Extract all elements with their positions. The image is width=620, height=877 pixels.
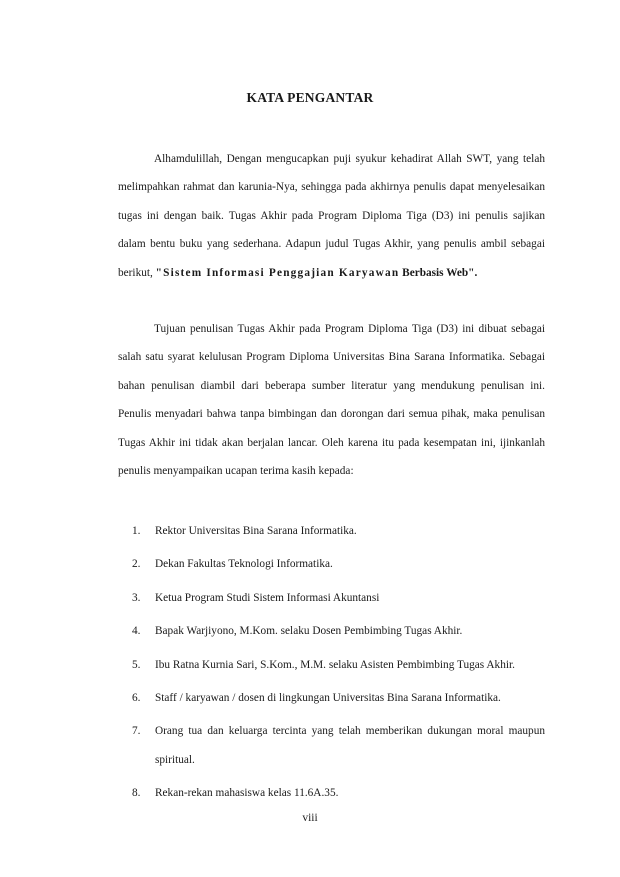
paragraph-intro-text: Alhamdulillah, Dengan mengucapkan puji syukur kehadirat Allah SWT, yang telah melimpahkan rahmat dan karunia-Nya, sehingga pada akhirnya penulis dapat menyelesaikan tugas ini dengan baik. Tugas Akhir pada Program Diploma Tiga (D3) ini penulis sajikan dalam bentu buku yang sederhana. Adapun judul Tugas Akhir, yang penulis ambil sebagai berikut, bbox=[118, 153, 545, 279]
list-item-number: 2. bbox=[132, 558, 141, 571]
list-item-number: 3. bbox=[132, 591, 141, 604]
list-item-text: Bapak Warjiyono, M.Kom. selaku Dosen Pembimbing Tugas Akhir. bbox=[155, 625, 463, 638]
page-number: viii bbox=[302, 812, 318, 824]
list-item bbox=[118, 717, 545, 774]
list-item-number: 8. bbox=[132, 787, 141, 800]
list-item-text: Ketua Program Studi Sistem Informasi Akuntansi bbox=[155, 591, 380, 604]
list-item-number: 5. bbox=[132, 658, 141, 671]
list-item-number: 1. bbox=[132, 525, 141, 537]
list-item bbox=[118, 584, 545, 612]
list-item-text: Dekan Fakultas Teknologi Informatika. bbox=[155, 558, 333, 571]
list-item bbox=[118, 684, 545, 712]
list-item bbox=[118, 779, 545, 807]
list-item bbox=[118, 550, 545, 578]
list-item-text: Staff / karyawan / dosen di lingkungan Universitas Bina Sarana Informatika. bbox=[155, 692, 501, 705]
list-item-text: Rekan-rekan mahasiswa kelas 11.6A.35. bbox=[155, 787, 339, 800]
thesis-title-part2: Berbasis Web" bbox=[402, 266, 475, 279]
paragraph-intro-end: . bbox=[474, 266, 478, 279]
list-item-text: Rektor Universitas Bina Sarana Informatika. bbox=[155, 525, 357, 537]
thanks-list bbox=[118, 517, 545, 813]
paragraph-intro bbox=[118, 145, 545, 287]
list-item-number: 4. bbox=[132, 625, 141, 638]
page-title: KATA PENGANTAR bbox=[246, 90, 374, 105]
thesis-title-part1: "Sistem Informasi Penggajian Karyawan bbox=[155, 266, 400, 279]
list-item-text: Ibu Ratna Kurnia Sari, S.Kom., M.M. selaku Asisten Pembimbing Tugas Akhir. bbox=[155, 658, 515, 671]
list-item bbox=[118, 517, 545, 545]
list-item bbox=[118, 617, 545, 645]
paragraph-purpose: Tujuan penulisan Tugas Akhir pada Program Diploma Tiga (D3) ini dibuat sebagai salah satu syarat kelulusan Program Diploma Universitas Bina Sarana Informatika. Sebagai bahan penulisan diambil dari beberapa sumber literatur yang mendukung penulisan ini. Penulis menyadari bahwa tanpa bimbingan dan dorongan dari semua pihak, maka penulisan Tugas Akhir ini tidak akan berjalan lancar. Oleh karena itu pada kesempatan ini, ijinkanlah penulis menyampaikan ucapan terima kasih kepada: bbox=[118, 323, 545, 478]
list-item bbox=[118, 651, 545, 679]
list-item-number: 6. bbox=[132, 692, 141, 705]
list-item-number: 7. bbox=[132, 725, 141, 738]
list-item-text: Orang tua dan keluarga tercinta yang telah memberikan dukungan moral maupun spiritual. bbox=[155, 725, 545, 766]
